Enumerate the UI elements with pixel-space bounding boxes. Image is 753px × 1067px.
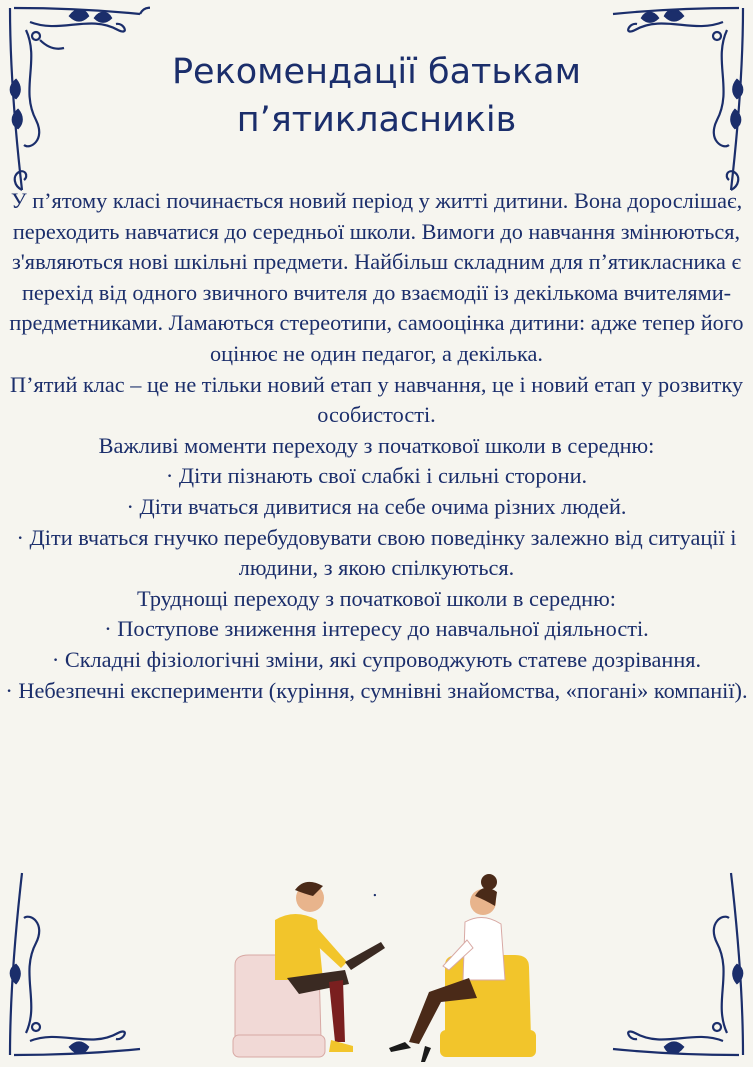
difficulties-heading: Труднощі переходу з початкової школи в середню: [137, 585, 616, 611]
fifth-grade-paragraph: П’ятий клас – це не тільки новий етап у навчання, це і новий етап у розвитку особистості. [9, 371, 743, 428]
list-item: · Діти вчаться дивитися на себе очима різних людей. [126, 493, 627, 519]
page-title [0, 48, 753, 144]
corner-ornament-bottom-left-icon [0, 863, 150, 1063]
list-item: · Небезпечні експерименти (куріння, сумнівні знайомства, «погані» компанії). [5, 677, 748, 703]
trailing-dot: . [372, 880, 378, 901]
list-item: · Діти вчаться гнучко перебудовувати свою поведінку залежно від ситуації і людини, з якою спілкуються. [16, 524, 737, 581]
intro-paragraph: У п’ятому класі починається новий період у житті дитини. Вона дорослішає, переходить навчатися до середньої школи. Вимоги до навчання змінюються, з'являються нові шкільні предмети. Найбільш складним для п’ятикласника є перехід від одного звичного вчителя до взаємодії із декількома вчителями-предметниками. Ламаються стереотипи, самооцінка дитини: адже тепер його оцінює не один педагог, а декілька. [9, 188, 744, 366]
title-line-1: Рекомендації батькам [171, 52, 582, 92]
document-body [4, 186, 749, 706]
list-item: · Складні фізіологічні зміни, які супроводжують статеве дозрівання. [51, 646, 702, 672]
list-item: · Поступове зниження інтересу до навчальної діяльності. [104, 616, 649, 642]
conversation-illustration-icon [225, 870, 550, 1063]
list-item: · Діти пізнають свої слабкі і сильні сторони. [165, 463, 588, 489]
corner-ornament-bottom-right-icon [603, 863, 753, 1063]
title-line-2: п’ятикласників [236, 100, 517, 140]
important-moments-heading: Важливі моменти переходу з початкової школи в середню: [98, 432, 655, 458]
